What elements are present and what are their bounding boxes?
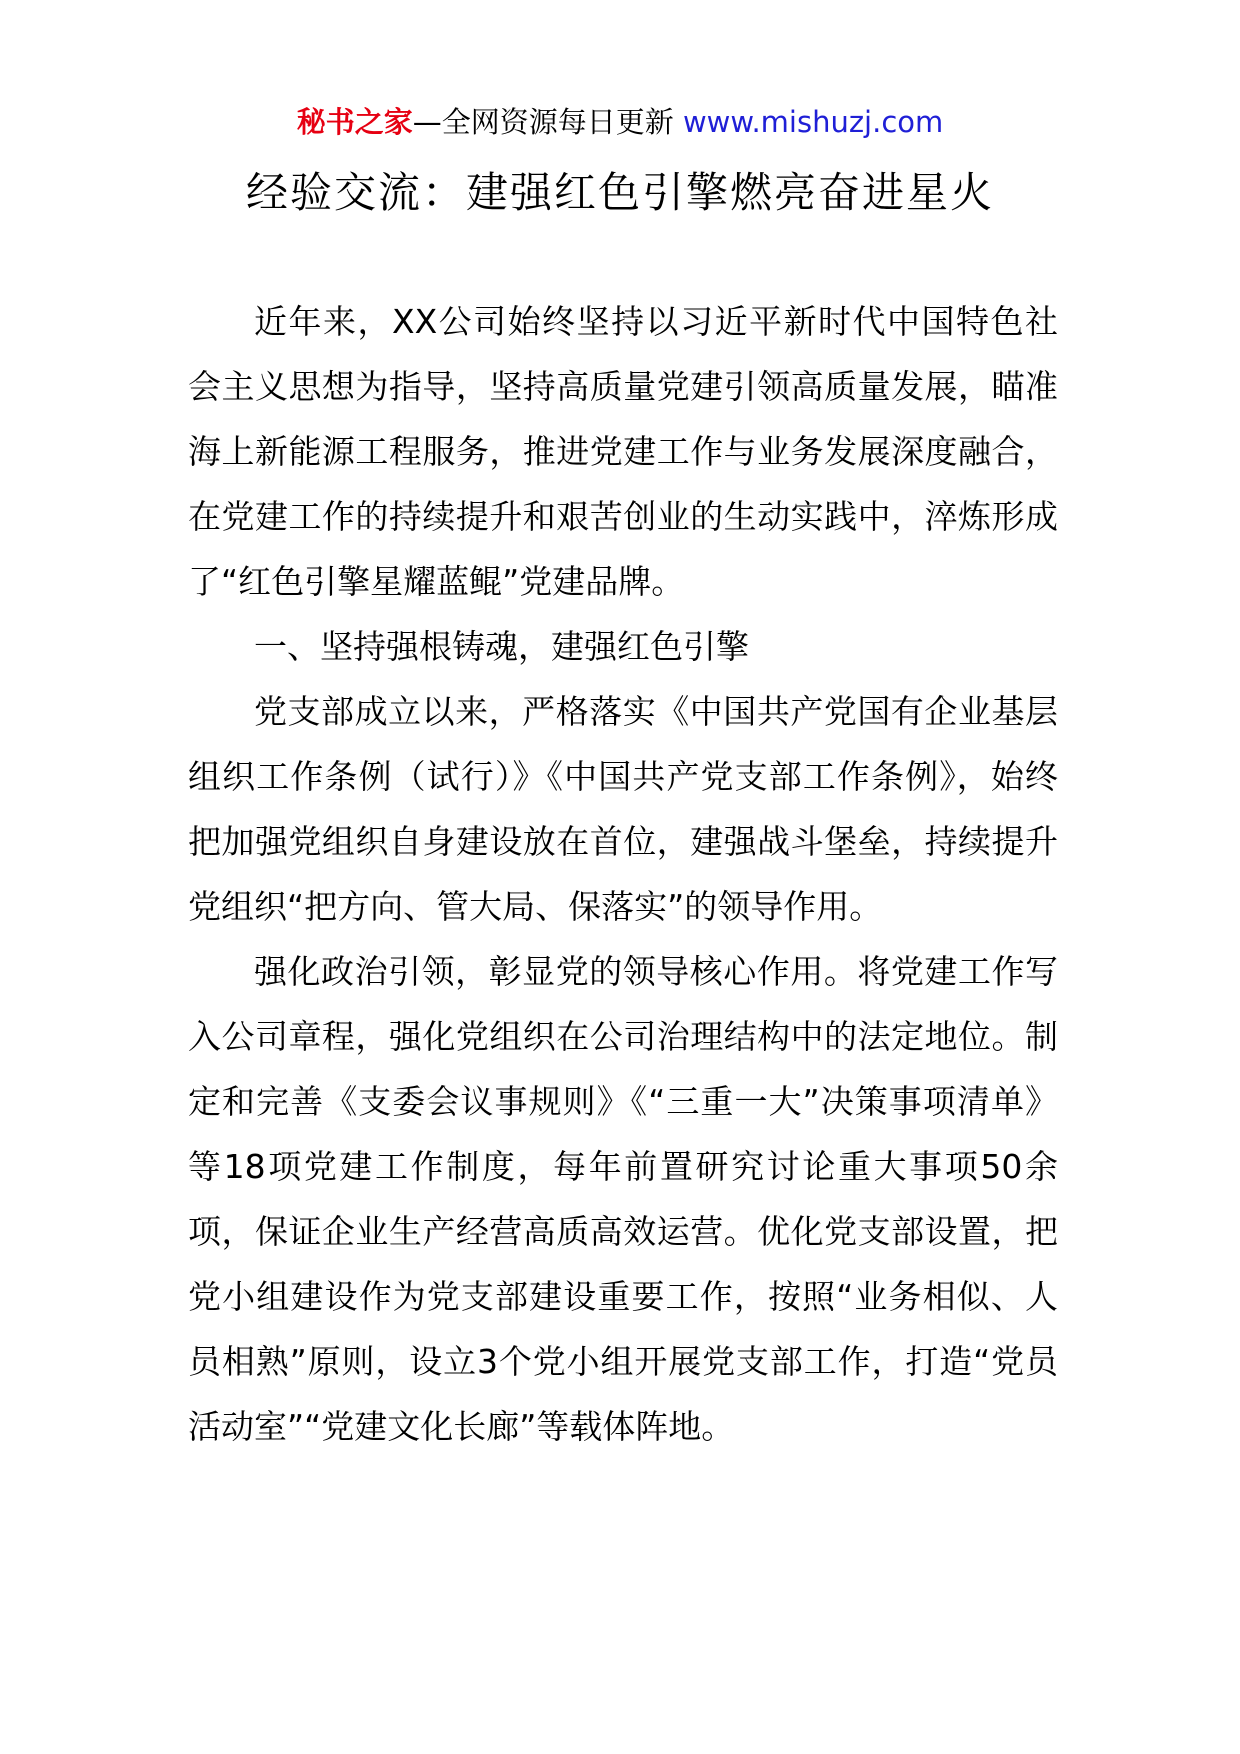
site-url-link[interactable]: www.mishuzj.com xyxy=(682,105,944,139)
site-tagline: —全网资源每日更新 xyxy=(412,105,674,139)
paragraph-political-leadership: 强化政治引领，彰显党的领导核心作用。将党建工作写入公司章程，强化党组织在公司治理结构中的法定地位。制定和完善《支委会议事规则》《“三重一大”决策事项清单》等18项党建工作制度，每年前置研究讨论重大事项50余项，保证企业生产经营高质高效运营。优化党支部设置，把党小组建设作为党支部建设重要工作，按照“业务相似、人员相熟”原则，设立3个党小组开展党支部工作，打造“党员活动室”“党建文化长廊”等载体阵地。 xyxy=(188,952,1058,1446)
paragraph-branch-building: 党支部成立以来，严格落实《中国共产党国有企业基层组织工作条例（试行）》《中国共产党支部工作条例》，始终把加强党组织自身建设放在首位，建强战斗堡垒，持续提升党组织“把方向、管大局、保落实”的领导作用。 xyxy=(188,692,1058,926)
site-brand: 秘书之家 xyxy=(296,105,413,139)
section-heading: 一、坚持强根铸魂，建强红色引擎 xyxy=(254,627,749,666)
document-body xyxy=(188,289,1058,1459)
site-header xyxy=(0,102,1240,142)
paragraph-intro: 近年来，XX公司始终坚持以习近平新时代中国特色社会主义思想为指导，坚持高质量党建引领高质量发展，瞄准海上新能源工程服务，推进党建工作与业务发展深度融合，在党建工作的持续提升和艰苦创业的生动实践中，淬炼形成了“红色引擎星耀蓝鲲”党建品牌。 xyxy=(188,302,1058,601)
document-title: 经验交流：建强红色引擎燃亮奋进星火 xyxy=(245,168,994,217)
